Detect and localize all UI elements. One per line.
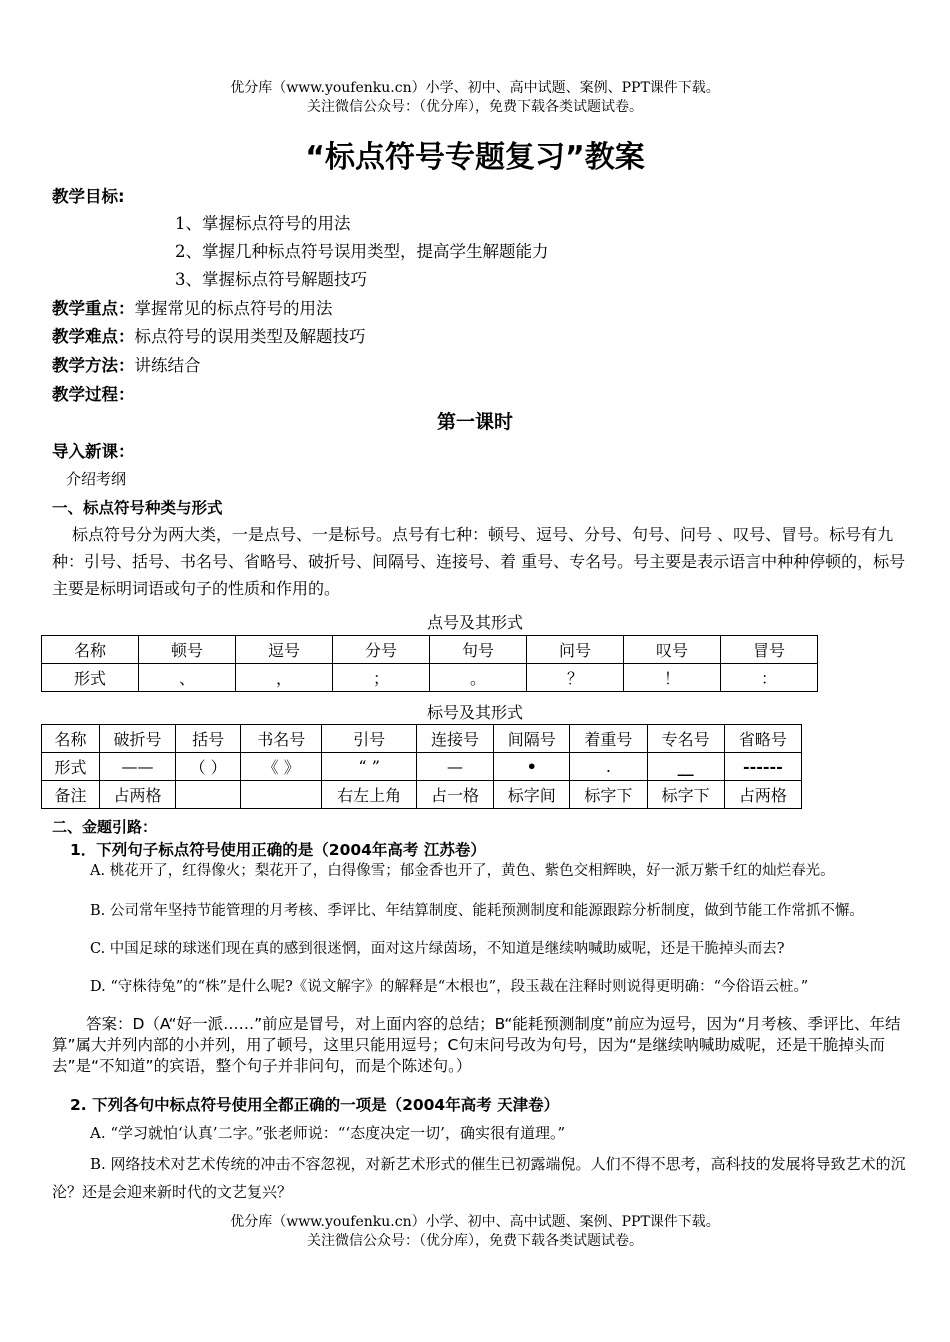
table2-note-row: [42, 781, 802, 809]
q1-option-a: A. 桃花开了，红得像火；梨花开了，白得像雪；郁金香也开了，黄色、紫色交相辉映，好一派万紫千红的灿烂春光。: [90, 863, 835, 879]
table2-cell: [176, 781, 241, 809]
section1-heading: 一、标点符号种类与形式: [52, 499, 223, 517]
table2-cell: “ ”: [322, 753, 416, 781]
document-title: “标点符号专题复习”教案: [305, 140, 645, 175]
table1-cell: ？: [527, 664, 624, 692]
table2-cell: 连接号: [416, 725, 493, 753]
table1-cell: 问号: [527, 636, 624, 664]
method-label: 教学方法：: [52, 356, 135, 375]
table1-cell: ！: [624, 664, 721, 692]
q2-option-b: B. 网络技术对艺术传统的冲击不容忽视，对新艺术形式的催生已初露端倪。人们不得不思考，高科技的发展将导致艺术的沉沦？还是会迎来新时代的文艺复兴？: [52, 1155, 906, 1201]
footer-line-1: 优分库（www.youfenku.cn）小学、初中、高中试题、案例、PPT课件下载。: [230, 1214, 720, 1230]
key-point: [52, 297, 333, 321]
table1-form-row: [42, 664, 818, 692]
table2-cell: 标字下: [570, 781, 647, 809]
q1-option-d: D. “守株待兔”的“株”是什么呢?《说文解字》的解释是“木根也”，段玉裁在注释时则说得更明确：“今俗语云桩。”: [90, 979, 809, 995]
table1-cell: 顿号: [139, 636, 236, 664]
difficulty-text: 标点符号的误用类型及解题技巧: [134, 327, 366, 346]
table2-cell: 着重号: [570, 725, 647, 753]
table2-cell: 标字下: [647, 781, 724, 809]
table1-cell: 形式: [42, 664, 139, 692]
q2-stem: 2. 下列各句中标点符号使用全都正确的一项是（2004年高考 天津卷）: [70, 1096, 560, 1114]
intro-label: 导入新课：: [52, 442, 135, 461]
q2-option-a: A. “学习就怕‘认真’二字。”张老师说：“‘态度决定一切’，确实很有道理。”: [90, 1124, 566, 1142]
header-line-1: 优分库（www.youfenku.cn）小学、初中、高中试题、案例、PPT课件下载。: [230, 80, 720, 96]
sign-marks-table: [41, 724, 802, 809]
table1-cell: 名称: [42, 636, 139, 664]
table2-cell: 《 》: [241, 753, 322, 781]
table2-cell: 破折号: [99, 725, 175, 753]
section2-heading: 二、金题引路：: [52, 818, 158, 836]
table2-cell: •: [494, 753, 570, 781]
difficulty: [52, 325, 366, 349]
table2-cell: 形式: [42, 753, 100, 781]
table2-cell: 括号: [176, 725, 241, 753]
q1-stem: 1．下列句子标点符号使用正确的是（2004年高考 江苏卷）: [70, 841, 486, 859]
table2-cell: 占一格: [416, 781, 493, 809]
table2-cell: __: [647, 753, 724, 781]
table2-cell: 名称: [42, 725, 100, 753]
table2-cell: 间隔号: [494, 725, 570, 753]
objective-item-1: 1、掌握标点符号的用法: [175, 214, 351, 233]
table2-cell: （ ）: [176, 753, 241, 781]
q1-option-b: B. 公司常年坚持节能管理的月考核、季评比、年结算制度、能耗预测制度和能源跟踪分析制度，做到节能工作常抓不懈。: [90, 903, 864, 919]
table2-cell: 标字间: [494, 781, 570, 809]
table1-caption: 点号及其形式: [426, 613, 523, 632]
table1-cell: 分号: [333, 636, 430, 664]
key-point-label: 教学重点：: [52, 299, 135, 318]
table1-cell: 句号: [430, 636, 527, 664]
table1-cell: 逗号: [236, 636, 333, 664]
table2-cell: .: [570, 753, 647, 781]
table2-header-row: [42, 725, 802, 753]
q1-option-c: C. 中国足球的球迷们现在真的感到很迷惘，面对这片绿茵场，不知道是继续呐喊助威呢，还是干脆掉头而去?: [90, 941, 785, 957]
q1-answer: 答案：D（A“好一派……”前应是冒号，对上面内容的总结；B“能耗预测制度”前应为逗号，因为“月考核、季评比、年结算”属大并列内部的小并列，用了顿号，这里只能用逗号；C句末问号改为句号，因为“是继续呐喊助威呢，还是干脆掉头而去”是“不知道”的宾语，整个句子并非问句，而是个陈述句。）: [52, 1015, 901, 1075]
table1-cell: 。: [430, 664, 527, 692]
lesson-title: 第一课时: [436, 411, 513, 433]
table2-cell: 专名号: [647, 725, 724, 753]
table2-cell: [241, 781, 322, 809]
table2-cell: 右左上角: [322, 781, 416, 809]
table2-form-row: [42, 753, 802, 781]
page-header: [0, 79, 950, 117]
table1-cell: ，: [236, 664, 333, 692]
table1-cell: 冒号: [721, 636, 818, 664]
table2-cell: 占两格: [724, 781, 801, 809]
page-footer: [0, 1213, 950, 1251]
table2-cell: 书名号: [241, 725, 322, 753]
process-label: 教学过程：: [52, 385, 135, 404]
section1-paragraph: 标点符号分为两大类，一是点号、一是标号。点号有七种：顿号、逗号、分号、句号、问号 、叹号、冒号。标号有九种：引号、括号、书名号、省略号、破折号、间隔号、连接号、着 重号、专名号。号主要是表示语言中种种停顿的，标号主要是标明词语或句子的性质和作用的。: [52, 525, 906, 598]
table1-header-row: [42, 636, 818, 664]
table2-cell: —: [416, 753, 493, 781]
method: [52, 354, 201, 378]
difficulty-label: 教学难点：: [52, 327, 135, 346]
point-marks-table: [41, 635, 818, 692]
table1-cell: 叹号: [624, 636, 721, 664]
objectives-label: 教学目标:: [52, 187, 125, 206]
table2-cell: 省略号: [724, 725, 801, 753]
table2-caption: 标号及其形式: [426, 703, 523, 722]
table2-cell: ——: [99, 753, 175, 781]
table2-cell: ------: [724, 753, 801, 781]
table2-cell: 占两格: [99, 781, 175, 809]
key-point-text: 掌握常见的标点符号的用法: [134, 299, 333, 318]
table1-cell: ；: [333, 664, 430, 692]
method-text: 讲练结合: [134, 356, 201, 375]
intro-text: 介绍考纲: [66, 470, 127, 488]
footer-line-2: 关注微信公众号：（优分库），免费下载各类试题试卷。: [307, 1233, 643, 1249]
header-line-2: 关注微信公众号：（优分库），免费下载各类试题试卷。: [307, 99, 643, 115]
table2-cell: 备注: [42, 781, 100, 809]
table1-cell: 、: [139, 664, 236, 692]
objective-item-3: 3、掌握标点符号解题技巧: [175, 270, 367, 289]
table1-cell: ：: [721, 664, 818, 692]
table2-cell: 引号: [322, 725, 416, 753]
objective-item-2: 2、掌握几种标点符号误用类型，提高学生解题能力: [175, 242, 549, 261]
